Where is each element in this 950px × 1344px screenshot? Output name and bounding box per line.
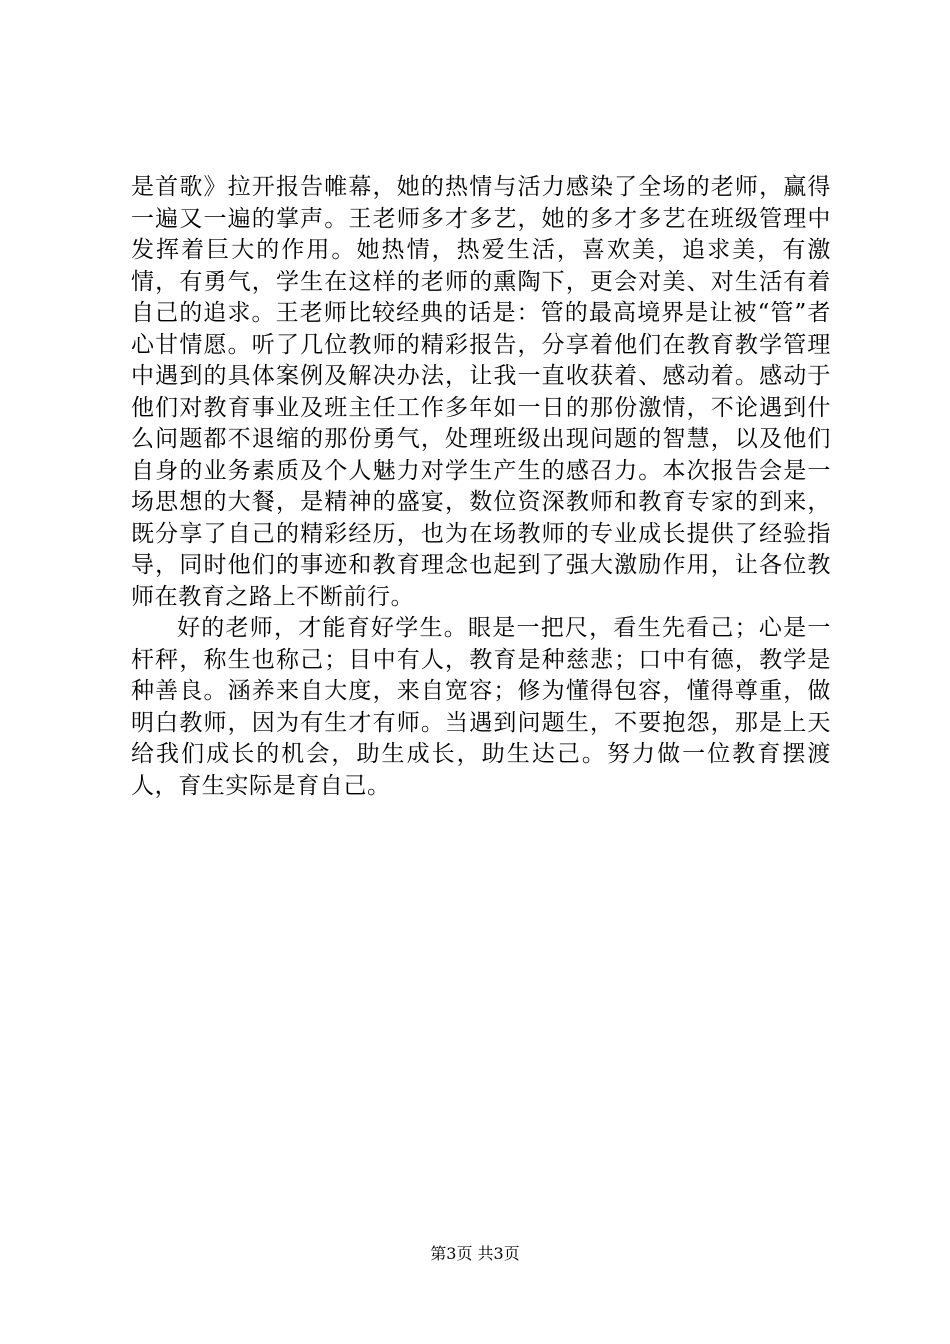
page-footer: [0, 1243, 950, 1265]
page-number-label: 第3页 共3页: [430, 1244, 520, 1263]
paragraph-1: 是首歌》拉开报告帷幕，她的热情与活力感染了全场的老师，赢得一遍又一遍的掌声。王老师多才多艺，她的多才多艺在班级管理中发挥着巨大的作用。她热情，热爱生活，喜欢美，追求美，有激情，有勇气，学生在这样的老师的熏陶下，更会对美、对生活有着自己的追求。王老师比较经典的话是：管的最高境界是让被“管”者心甘情愿。听了几位教师的精彩报告，分享着他们在教育教学管理中遇到的具体案例及解决办法，让我一直收获着、感动着。感动于他们对教育事业及班主任工作多年如一日的那份激情，不论遇到什么问题都不退缩的那份勇气，处理班级出现问题的智慧，以及他们自身的业务素质及个人魅力对学生产生的感召力。本次报告会是一场思想的大餐，是精神的盛宴，数位资深教师和教育专家的到来，既分享了自己的精彩经历，也为在场教师的专业成长提供了经验指导，同时他们的事迹和教育理念也起到了强大激励作用，让各位教师在教育之路上不断前行。: [131, 174, 831, 610]
document-body: [131, 172, 831, 802]
paragraph-2: 好的老师，才能育好学生。眼是一把尺，看生先看己；心是一杆秤，称生也称己；目中有人，教育是种慈悲；口中有德，教学是种善良。涵养来自大度，来自宽容；修为懂得包容，懂得尊重，做明白教师，因为有生才有师。当遇到问题生，不要抱怨，那是上天给我们成长的机会，助生成长，助生达己。努力做一位教育摆渡人，育生实际是育自己。: [131, 615, 831, 799]
